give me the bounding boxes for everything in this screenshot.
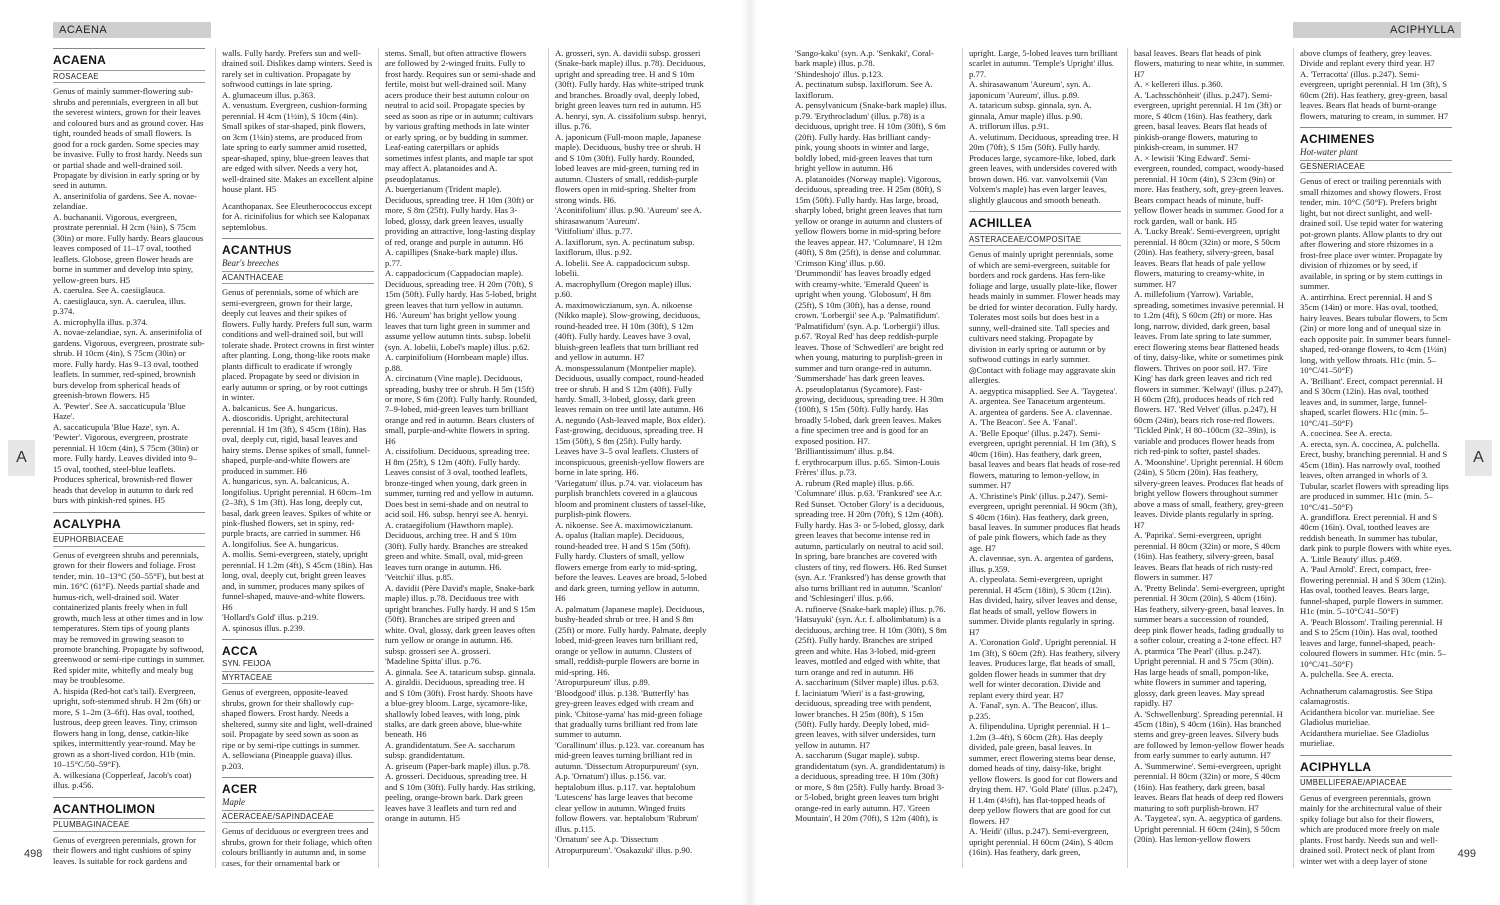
genus-synonym: SYN. FEIJOA (222, 658, 271, 668)
genus-heading: ACHIMENES (1300, 127, 1452, 147)
genus-entry (222, 777, 374, 868)
common-name: Bear's breeches (222, 257, 279, 268)
genus-entry (1300, 755, 1452, 867)
text-column (548, 48, 707, 868)
genus-heading: ACAENA (53, 48, 205, 68)
entry-text: Acanthopanax. See Eleutherococcus except for A. ricinifolius for which see Kalopanax septemlobus. (222, 200, 372, 232)
running-head-right: ACIPHYLLA (1293, 22, 1461, 38)
entry-continuation (795, 48, 947, 824)
page-number-left: 498 (24, 848, 43, 860)
common-name: Hot-water plant (1300, 147, 1358, 158)
genus-heading: ACER (222, 777, 374, 797)
entry-continuation (385, 48, 537, 824)
genus-entry (53, 512, 205, 791)
family-label: UMBELLIFERAE/APIACEAE (1300, 776, 1452, 790)
genus-heading: ACCA (222, 639, 374, 659)
entry-text: 'Sango-kaku' (syn. A.p. 'Senkaki', Coral-bark maple) illus. p.78. 'Shindeshojo' illus. p.123. A. pectinatum subsp. laxiflorum. See A. laxiflorum. A. pensylvanicum (Snake-bark maple) illus. p.79. 'Erythrocladum' (illus. p.78) is a deciduous, upright tree. H 10m (30ft), S 6m (20ft). Fully hardy. Has brilliant candy-pink, young shoots in winter and large, boldly lobed, mid-green leaves that turn bright yellow in autumn. H6 A. platanoides (Norway maple). Vigorous, deciduous, spreading tree. H 25m (80ft), S 15m (50ft). Fully hardy. Has large, broad, sharply lobed, bright green leaves that turn yellow or orange in autumn and clusters of yellow flowers borne in mid-spring before the leaves appear. H7. 'Columnare', H 12m (40ft), S 8m (25ft), is dense and columnar. 'Crimson King' illus. p.60. 'Drummondii' has leaves broadly edged with creamy-white. 'Emerald Queen' is upright when young. 'Globosum', H 8m (25ft), S 10m (30ft), has a dense, round crown. 'Lorbergii' see A.p. 'Palmatifidum'. 'Palmatifidum' (syn. A.p. 'Lorbergii') illus. p.67. 'Royal Red' has deep reddish-purple leaves. Those of 'Schwedleri' are bright red when young, maturing to purplish-green in summer and turn orange-red in autumn. 'Summershade' has dark green leaves. A. pseudoplatanus (Sycamore). Fast-growing, deciduous, spreading tree. H 30m (100ft), S 15m (50ft). Fully hardy. Has broadly 5-lobed, dark green leaves. Makes a fine specimen tree and is good for an exposed position. H7. 'Brilliantissimum' illus. p.84. f. erythrocarpum illus. p.65. 'Simon-Louis Frères' illus. p.73. A. rubrum (Red maple) illus. p.66. 'Columnare' illus. p.63. 'Franksred' see A.r. Red Sunset. 'October Glory' is a deciduous, spreading tree. H 20m (70ft), S 12m (40ft). Fully hardy. Has 3- or 5-lobed, glossy, dark green leaves that become intense red in autumn, particularly on neutral to acid soil. In spring, bare branches are covered with clusters of tiny, red flowers. H6. Red Sunset (syn. A.r. 'Franksred') has dense growth that also turns brilliant red in autumn. 'Scanlon' and 'Schlesingeri' illus. p.66. A. rufinerve (Snake-bark maple) illus. p.76. 'Hatsuyuki' (syn. A.r. f. albolimbatum) is a deciduous, arching tree. H 10m (30ft), S 8m (25ft). Fully hardy. Branches are striped green and white. Has 3-lobed, mid-green leaves, mottled and edged with white, that turn orange and red in autumn. H6 A. saccharinum (Silver maple) illus. p.63. f. laciniatum 'Wieri' is a fast-growing, deciduous, spreading tree with pendent, lower branches. H 25m (80ft), S 15m (50ft). Fully hardy. Deeply lobed, mid-green leaves, with silver undersides, turn yellow in autumn. H7 A. saccharum (Sugar maple). subsp. grandidentatum (syn. A. grandidentatum) is a deciduous, spreading tree. H 10m (30ft) or more, S 8m (25ft). Fully hardy. Broad 3- or 5-lobed, bright green leaves turn bright orange-red in early autumn. H7. 'Green Mountain', H 20m (70ft), S 12m (40ft), is (795, 48, 947, 824)
entry-text: stems. Small, but often attractive flowers are followed by 2-winged fruits. Fully to frost hardy. Requires sun or semi-shade and fertile, moist but well-drained soil. Many acers produce their best autumn colour on neutral to acid soil. Propagate species by seed as soon as ripe or in autumn; cultivars by various grafting methods in late winter or early spring, or by budding in summer. Leaf-eating caterpillars or aphids sometimes infest plants, and maple tar spot may affect A. platanoides and A. pseudoplatanus. A. buergerianum (Trident maple). Deciduous, spreading tree. H 10m (30ft) or more, S 8m (25ft). Fully hardy. Has 3-lobed, glossy, dark green leaves, usually providing an attractive, long-lasting display of red, orange and purple in autumn. H6 A. capillipes (Snake-bark maple) illus. p.77. A. cappadocicum (Cappadocian maple). Deciduous, spreading tree. H 20m (70ft), S 15m (50ft). Fully hardy. Has 5-lobed, bright green leaves that turn yellow in autumn. H6. 'Aureum' has bright yellow young leaves that turn light green in summer and assume yellow autumn tints. subsp. lobelii (syn. A. lobelii, Lobel's maple) illus. p.62. A. carpinifolium (Hornbeam maple) illus. p.88. A. circinatum (Vine maple). Deciduous, spreading, bushy tree or shrub. H 5m (15ft) or more, S 6m (20ft). Fully hardy. Rounded, 7–9-lobed, mid-green leaves turn brilliant orange and red in autumn. Bears clusters of small, purple-and-white flowers in spring. H6 A. cissifolium. Deciduous, spreading tree. H 8m (25ft), S 12m (40ft). Fully hardy. Leaves consist of 3 oval, toothed leaflets, bronze-tinged when young, dark green in summer, turning red and yellow in autumn. Does best in semi-shade and on neutral to acid soil. H6. subsp. henryi see A. henryi. A. crataegifolium (Hawthorn maple). Deciduous, arching tree. H and S 10m (30ft). Fully hardy. Branches are streaked green and white. Small, oval, mid-green leaves turn orange in autumn. H6. 'Veitchii' illus. p.85. A. davidii (Père David's maple, Snake-bark maple) illus. p.78. Deciduous tree with upright branches. Fully hardy. H and S 15m (50ft). Branches are striped green and white. Oval, glossy, dark green leaves often turn yellow or orange in autumn. H6. subsp. grosseri see A. grosseri. 'Madeline Spitta' illus. p.76. A. ginnala. See A. tataricum subsp. ginnala. A. giraldii. Deciduous, spreading tree. H and S 10m (30ft). Frost hardy. Shoots have a blue-grey bloom. Large, sycamore-like, shallowly lobed leaves, with long, pink stalks, are dark green above, blue-white beneath. H6 A. grandidentatum. See A. saccharum subsp. grandidentatum. A. griseum (Paper-bark maple) illus. p.78. A. grosseri. Deciduous, spreading tree. H and S 10m (30ft). Fully hardy. Has striking, peeling, orange-brown bark. Dark green leaves have 3 leaflets and turn red and orange in autumn. H5 (385, 48, 537, 824)
entry-continuation (1134, 48, 1286, 845)
entry-continuation (222, 201, 374, 232)
genus-entry (222, 238, 374, 633)
entry-text: walls. Fully hardy. Prefers sun and well-drained soil. Dislikes damp winters. Seed is rarely set in cultivation. Propagate by softwood cuttings in late spring. A. glumaceum illus. p.363. A. venustum. Evergreen, cushion-forming perennial. H 4cm (1½in), S 10cm (4in). Small spikes of star-shaped, pink flowers, on 3cm (1¼in) stems, are produced from late spring to early summer amid rosetted, spear-shaped, spiny, blue-green leaves that are edged with silver. Needs a very hot, well-drained site. Makes an excellent alpine house plant. H5 (222, 48, 374, 195)
family-label: GESNERIACEAE (1300, 160, 1452, 174)
entry-continuation (969, 48, 1121, 205)
entry-text: Genus of evergreen perennials, grown for their flowers and tight cushions of spiny leaves. Is suitable for rock gardens and (53, 834, 197, 866)
text-column (795, 48, 947, 868)
genus-heading: ACALYPHA (53, 512, 205, 532)
text-column (1293, 48, 1452, 868)
entry-text: Genus of deciduous or evergreen trees and shrubs, grown for their foliage, which often colours brilliantly in autumn and, in some cases, for their ornamental bark or (222, 826, 372, 868)
entry-text: Genus of erect or trailing perennials with small rhizomes and showy flowers. Frost tender, min. 10°C (50°F). Prefers bright light, but not direct sunlight, and well-drained soil. Use tepid water for watering pot-grown plants. Allow plants to dry out after flowering and store rhizomes in a frost-free place over winter. Propagate by division of rhizomes or by seed, if available, in spring or by stem cuttings in summer. A. antirrhina. Erect perennial. H and S 35cm (14in) or more. Has oval, toothed, hairy leaves. Bears tubular flowers, to 5cm (2in) or more long and of unequal size in each opposite pair. In summer bears funnel-shaped, red-orange flowers, to 4cm (1½in) long, with yellow throats. H1c (min. 5–10°C/41–50°F) A. 'Brilliant'. Erect, compact perennial. H and S 30cm (12in). Has oval, toothed leaves and, in summer, large, funnel-shaped, scarlet flowers. H1c (min. 5–10°C/41–50°F) A. coccinea. See A. erecta. A. erecta, syn. A. coccinea, A. pulchella. Erect, bushy, branching perennial. H and S 45cm (18in). Has narrowly oval, toothed leaves, often arranged in whorls of 3. Tubular, scarlet flowers with spreading lips are produced in summer. H1c (min. 5–10°C/41–50°F) A. grandiflora. Erect perennial. H and S 40cm (16in). Oval, toothed leaves are reddish beneath. In summer has tubular, dark pink to purple flowers with white eyes. A. 'Little Beauty' illus. p.469. A. 'Paul Arnold'. Erect, compact, free-flowering perennial. H and S 30cm (12in). Has oval, toothed leaves. Bears large, funnel-shaped, purple flowers in summer. H1c (min. 5–10°C/41–50°F) A. 'Peach Blossom'. Trailing perennial. H and S to 25cm (10in). Has oval, toothed leaves and large, funnel-shaped, peach-coloured flowers in summer. H1c (min. 5–10°C/41–50°F) A. pulchella. See A. erecta. (1300, 176, 1452, 680)
thumb-tab-left: A (8, 440, 35, 476)
entry-continuation (1300, 686, 1452, 749)
entry-text: basal leaves. Bears flat heads of pink flowers, maturing to near white, in summer. H7 A. × kellereri illus. p.360. A. 'Lachsschönheit' (illus. p.247). Semi-evergreen, upright perennial. H 1m (3ft) or more, S 40cm (16in). Has feathery, dark green, basal leaves. Bears flat heads of pinkish-orange flowers, maturing to pinkish-cream, in summer. H7 A. × lewisii 'King Edward'. Semi-evergreen, rounded, compact, woody-based perennial. H 10cm (4in), S 23cm (9in) or more. Has feathery, soft, grey-green leaves. Bears compact heads of minute, buff-yellow flower heads in summer. Good for a rock garden, wall or bank. H5 A. 'Lucky Break'. Semi-evergreen, upright perennial. H 80cm (32in) or more, S 50cm (20in). Has feathery, silvery-green, basal leaves. Bears flat heads of pale yellow flowers, maturing to creamy-white, in summer. H7 A. millefolium (Yarrow). Variable, spreading, sometimes invasive perennial. H to 1.2m (4ft), S 60cm (2ft) or more. Has long, narrow, divided, dark green, basal leaves. From late spring to late summer, erect flowering stems bear flattened heads of tiny, daisy-like, white or sometimes pink flowers. Thrives on poor soil. H7. 'Fire King' has dark green leaves and rich red flowers in summer. 'Kelwayi' (illus. p.247), H 60cm (2ft), produces heads of rich red flowers. H7. 'Red Velvet' (illus. p.247), H 60cm (24in), bears rich rose-red flowers. 'Tickled Pink', H 80–100cm (32–39in), is variable and produces flower heads from rich red-pink to softer, pastel shades. A. 'Moonshine'. Upright perennial. H 60cm (24in), S 50cm (20in). Has feathery, silvery-green leaves. Produces flat heads of bright yellow flowers throughout summer above a mass of small, feathery, grey-green leaves. Divide plants regularly in spring. H7 A. 'Paprika'. Semi-evergreen, upright perennial. H 80cm (32in) or more, S 40cm (16in). Has feathery, silvery-green, basal leaves. Bears flat heads of rich rusty-red flowers in summer. H7 A. 'Pretty Belinda'. Semi-evergreen, upright perennial. H 30cm (20in), S 40cm (16in). Has feathery, silvery-green, basal leaves. In summer bears a succession of rounded, deep pink flower heads, fading gradually to a softer colour, creating a 2-tone effect. H7 A. ptarmica 'The Pearl' (illus. p.247). Upright perennial. H and S 75cm (30in). Has large heads of small, pompon-like, white flowers in summer and tapering, glossy, dark green leaves. May spread rapidly. H7 A. 'Schwellenburg'. Spreading perennial. H 45cm (18in), S 40cm (16in). Has branched stems and grey-green leaves. Silvery buds are followed by lemon-yellow flower heads from early summer to early autumn. H7 A. 'Summerwine'. Semi-evergreen, upright perennial. H 80cm (32in) or more, S 40cm (16in). Has feathery, dark green, basal leaves. Bears flat heads of deep red flowers maturing to soft purplish-brown. H7 A. 'Taygetea', syn. A. aegyptica of gardens. Upright perennial. H 60cm (24in), S 50cm (20in). Has lemon-yellow flowers (1134, 48, 1285, 845)
text-column (215, 48, 374, 868)
family-label: MYRTACEAE (222, 671, 374, 685)
entry-text: Genus of evergreen perennials, grown mainly for the architectural value of their spiky foliage but also for their flowers, which are produced more freely on male plants. Frost hardy. Needs sun and well-drained soil. Protect neck of plant from winter wet with a deep layer of stone (1300, 792, 1442, 866)
genus-entry (969, 211, 1121, 857)
entry-text: above clumps of feathery, grey leaves. Divide and replant every third year. H7 A. 'Terracotta' (illus. p.247). Semi-evergreen, upright perennial. H 1m (3ft), S 60cm (2ft). Has feathery, grey-green, basal leaves. Bears flat heads of burnt-orange flowers, maturing to cream, in summer. H7 (1300, 48, 1449, 121)
entry-text: Genus of evergreen, opposite-leaved shrubs, grown for their shallowly cup-shaped flowers. Frost hardy. Needs a sheltered, sunny site and light, well-drained soil. Propagate by seed sown as soon as ripe or by semi-ripe cuttings in summer. A. sellowiana (Pineapple guava) illus. p.203. (222, 687, 373, 771)
genus-heading: ACHILLEA (969, 211, 1121, 231)
entry-text: Genus of evergreen shrubs and perennials, grown for their flowers and foliage. Frost tender, min. 10–13°C (50–55°F), but best at min. 16°C (61°F). Needs partial shade and humus-rich, well-drained soil. Water containerized plants freely when in full growth, much less at other times and in low temperatures. Stem tips of young plants may be removed in growing season to promote branching. Propagate by softwood, greenwood or semi-ripe cuttings in summer. Red spider mite, whitefly and mealy bug may be troublesome. A. hispida (Red-hot cat's tail). Evergreen, upright, soft-stemmed shrub. H 2m (6ft) or more, S 1–2m (3–6ft). Has oval, toothed, lustrous, deep green leaves. Tiny, crimson flowers hang in long, dense, catkin-like spikes, intermittently year-round. May be grown as a short-lived cordon. H1b (min. 10–15°C/50–59°F). A. wilkesiana (Copperleaf, Jacob's coat) illus. p.456. (53, 549, 205, 791)
entry-text: Genus of mainly upright perennials, some of which are semi-evergreen, suitable for borders and rock gardens. Has fern-like foliage and large, usually plate-like, flower heads mainly in summer. Flower heads may be dried for winter decoration. Fully hardy. Tolerates most soils but does best in a sunny, well-drained site. Tall species and cultivars need staking. Propagate by division in early spring or autumn or by softwood cuttings in early summer. ◎Contact with foliage may aggravate skin allergies. A. aegyptica misapplied. See A. 'Taygetea'. A. argentea. See Tanacetum argenteum. A. argentea of gardens. See A. clavennae. A. 'The Beacon'. See A. 'Fanal'. A. 'Belle Epoque' (illus. p.247). Semi-evergreen, upright perennial. H 1m (3ft), S 40cm (16in). Has feathery, dark green, basal leaves and bears flat heads of rose-red flowers, maturing to lemon-yellow, in summer. H7 A. 'Christine's Pink' (illus. p.247). Semi-evergreen, upright perennial. H 90cm (3ft), S 40cm (16in). Has feathery, dark green, basal leaves. In summer produces flat heads of pale pink flowers, which fade as they age. H7 A. clavennae, syn. A. argentea of gardens, illus. p.359. A. clypeolata. Semi-evergreen, upright perennial. H 45cm (18in), S 30cm (12in). Has divided, hairy, silver leaves and dense, flat heads of small, yellow flowers in summer. Divide plants regularly in spring. H7 A. 'Coronation Gold'. Upright perennial. H 1m (3ft), S 60cm (2ft). Has feathery, silvery leaves. Produces large, flat heads of small, golden flower heads in summer that dry well for winter decoration. Divide and replant every third year. H7 A. 'Fanal', syn. A. 'The Beacon', illus. p.235. A. filipendulina. Upright perennial. H 1–1.2m (3–4ft), S 60cm (2ft). Has deeply divided, pale green, basal leaves. In summer, erect flowering stems bear dense, domed heads of tiny, daisy-like, bright yellow flowers. Is good for cut flowers and drying them. H7. 'Gold Plate' (illus. p.247), H 1.4m (4½ft), has flat-topped heads of deep yellow flowers that are good for cut flowers. H7 A. 'Heidi' (illus. p.247). Semi-evergreen, upright perennial. H 60cm (24in), S 40cm (16in). Has feathery, dark green, (969, 249, 1121, 857)
genus-entry (1300, 127, 1452, 679)
genus-entry (222, 639, 374, 771)
text-column (962, 48, 1121, 868)
entry-continuation (1300, 48, 1452, 121)
entry-text: Genus of perennials, some of which are semi-evergreen, grown for their large, deeply cut leaves and their spikes of flowers. Fully hardy. Prefers full sun, warm conditions and well-drained soil, but will tolerate shade. Protect crowns in first winter after planting. Long, thong-like roots make plants difficult to eradicate if wrongly placed. Propagate by seed or division in early autumn or spring, or by root cuttings in winter. A. balcanicus. See A. hungaricus. A. dioscoridis. Upright, architectural perennial. H 1m (3ft), S 45cm (18in). Has oval, deeply cut, rigid, basal leaves and hairy stems. Dense spikes of small, funnel-shaped, purple-and-white flowers are produced in summer. H6 A. hungaricus, syn. A. balcanicus, A. longifolius. Upright perennial. H 60cm–1m (2–3ft), S 1m (3ft). Has long, deeply cut, basal, dark green leaves. Spikes of white or pink-flushed flowers, set in spiny, red-purple bracts, are carried in summer. H6 A. longifolius. See A. hungaricus. A. mollis. Semi-evergreen, stately, upright perennial. H 1.2m (4ft), S 45cm (18in). Has long, oval, deeply cut, bright green leaves and, in summer, produces many spikes of funnel-shaped, mauve-and-white flowers. H6 'Hollard's Gold' illus. p.219. A. spinosus illus. p.239. (222, 287, 374, 633)
family-label: ACANTHACEAE (222, 271, 374, 285)
genus-entry (53, 797, 205, 867)
text-column (1127, 48, 1286, 868)
running-head-left: ACAENA (53, 22, 211, 38)
entry-text: Genus of mainly summer-flowering sub-shrubs and perennials, evergreen in all but the severest winters, grown for their leaves and coloured burs and as ground cover. Has tight, rounded heads of small flowers. Is good for a rock garden. Some species may be invasive. Fully to frost hardy. Needs sun or partial shade and well-drained soil. Propagate by division in early spring or by seed in autumn. A. anserinifolia of gardens. See A. novae-zelandiae. A. buchananii. Vigorous, evergreen, prostrate perennial. H 2cm (¾in), S 75cm (30in) or more. Fully hardy. Bears glaucous leaves composed of 11–17 oval, toothed leaflets. Globose, green flower heads are borne in summer and develop into spiny, yellow-green burs. H5 A. caerulea. See A. caesiiglauca. A. caesiiglauca, syn. A. caerulea, illus. p.374. A. microphylla illus. p.374. A. novae-zelandiae, syn. A. anserinifolia of gardens. Vigorous, evergreen, prostrate sub-shrub. H 10cm (4in), S 75cm (30in) or more. Fully hardy. Has 9–13 oval, toothed leaflets. In summer, red-spined, brownish burs develop from spherical heads of greenish-brown flowers. H5 A. 'Pewter'. See A. saccaticupula 'Blue Haze'. A. saccaticupula 'Blue Haze', syn. A. 'Pewter'. Vigorous, evergreen, prostrate perennial. H 10cm (4in), S 75cm (30in) or more. Fully hardy. Leaves divided into 9–15 oval, toothed, steel-blue leaflets. Produces spherical, brownish-red flower heads that develop in autumn to dark red burs with pinkish-red spines. H5 (53, 86, 205, 506)
genus-entry (53, 48, 205, 506)
entry-continuation (222, 48, 374, 195)
family-label: ASTERACEAE/COMPOSITAE (969, 233, 1121, 247)
genus-heading: ACIPHYLLA (1300, 755, 1452, 775)
family-label: PLUMBAGINACEAE (53, 818, 205, 832)
family-label: ROSACEAE (53, 70, 205, 84)
family-label: ACERACEAE/SAPINDACEAE (222, 810, 374, 824)
genus-heading: ACANTHUS (222, 238, 374, 258)
text-column (378, 48, 537, 868)
common-name: Maple (222, 796, 245, 807)
entry-text: Achnatherum calamagrostis. See Stipa calamagrostis. Acidanthera bicolor var. murieliae. See Gladiolus murieliae. Acidanthera murieliae. See Gladiolus murieliae. (1300, 685, 1435, 749)
text-column (53, 48, 205, 868)
page-number-right: 499 (1457, 848, 1476, 860)
entry-text: A. grosseri, syn. A. davidii subsp. grosseri (Snake-bark maple) illus. p.78). Deciduous, upright and spreading tree. H and S 10m (30ft). Fully hardy. Has white-striped trunk and branches. Broadly oval, deeply lobed, bright green leaves turn red in autumn. H5 A. henryi, syn. A. cissifolium subsp. henryi, illus. p.76. A. japonicum (Full-moon maple, Japanese maple). Deciduous, bushy tree or shrub. H and S 10m (30ft). Fully hardy. Rounded, lobed leaves are mid-green, turning red in autumn. Clusters of small, reddish-purple flowers open in mid-spring. Shelter from strong winds. H6. 'Aconitifolium' illus. p.90. 'Aureum' see A. shirasawanum 'Aureum'. 'Vitifolium' illus. p.77. A. laxiflorum, syn. A. pectinatum subsp. laxiflorum, illus. p.92. A. lobelii. See A. cappadocicum subsp. lobelii. A. macrophyllum (Oregon maple) illus. p.60. A. maximowiczianum, syn. A. nikoense (Nikko maple). Slow-growing, deciduous, round-headed tree. H 10m (30ft), S 12m (40ft). Fully hardy. Leaves have 3 oval, bluish-green leaflets that turn brilliant red and yellow in autumn. H7 A. monspessulanum (Montpelier maple). Deciduous, usually compact, round-headed tree or shrub. H and S 12m (40ft). Fully hardy. Small, 3-lobed, glossy, dark green leaves remain on tree until late autumn. H6 A. negundo (Ash-leaved maple, Box elder). Fast-growing, deciduous, spreading tree. H 15m (50ft), S 8m (25ft). Fully hardy. Leaves have 3–5 oval leaflets. Clusters of inconspicuous, greenish-yellow flowers are borne in late spring. H6. 'Variegatum' illus. p.74. var. violaceum has purplish branchlets covered in a glaucous bloom and prominent clusters of tassel-like, purplish-pink flowers. A. nikoense. See A. maximowiczianum. A. opalus (Italian maple). Deciduous, round-headed tree. H and S 15m (50ft). Fully hardy. Clusters of small, yellow flowers emerge from early to mid-spring, before the leaves. Leaves are broad, 5-lobed and dark green, turning yellow in autumn. H6 A. palmatum (Japanese maple). Deciduous, bushy-headed shrub or tree. H and S 8m (25ft) or more. Fully hardy. Palmate, deeply lobed, mid-green leaves turn brilliant red, orange or yellow in autumn. Clusters of small, reddish-purple flowers are borne in mid-spring. H6. 'Atropurpureum' illus. p.89. 'Bloodgood' illus. p.138. 'Butterfly' has grey-green leaves edged with cream and pink. 'Chitose-yama' has mid-green foliage that gradually turns brilliant red from late summer to autumn. 'Corallinum' illus. p.123. var. coreanum has mid-green leaves turning brilliant red in autumn. 'Dissectum Atropurpureum' (syn. A.p. 'Ornatum') illus. p.156. var. heptalobum illus. p.117. var. heptalobum 'Lutescens' has large leaves that become clear yellow in autumn. Winged fruits follow flowers. var. heptalobum 'Rubrum' illus. p.115. 'Ornatum' see A.p. 'Dissectum Atropurpureum'. 'Osakazuki' illus. p.90. (555, 48, 707, 855)
entry-text: upright. Large, 5-lobed leaves turn brilliant scarlet in autumn. 'Temple's Upright' illus. p.77. A. shirasawanum 'Aureum', syn. A. japonicum 'Aureum', illus. p.89. A. tataricum subsp. ginnala, syn. A. ginnala, Amur maple) illus. p.90. A. triflorum illus. p.91. A. velutinum. Deciduous, spreading tree. H 20m (70ft), S 15m (50ft). Fully hardy. Produces large, sycamore-like, lobed, dark green leaves, with undersides covered with brown down. H6. var. vanvolxemii (Van Volxem's maple) has even larger leaves, slightly glaucous and smooth beneath. (969, 48, 1119, 205)
family-label: EUPHORBIACEAE (53, 533, 205, 547)
book-gutter (742, 0, 758, 905)
thumb-tab-right: A (1465, 440, 1492, 476)
entry-continuation (555, 48, 707, 855)
genus-heading: ACANTHOLIMON (53, 797, 205, 817)
